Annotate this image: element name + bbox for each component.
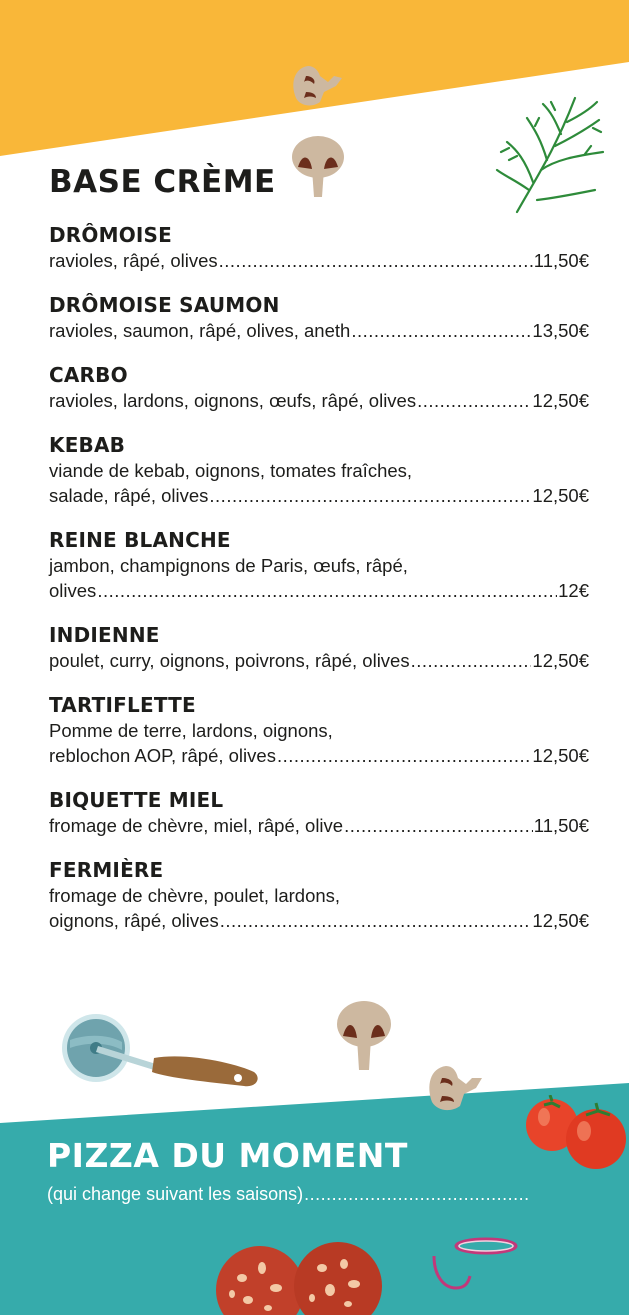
item-ingredients-line1: jambon, champignons de Paris, œufs, râpé, [49, 555, 408, 576]
item-description [49, 648, 589, 673]
item-price: 12,50€ [532, 390, 589, 411]
item-price: 12,50€ [532, 910, 589, 931]
menu-item-biquette-miel [49, 787, 589, 838]
item-name: DRÔMOISE SAUMON [49, 293, 280, 317]
dot-leader [411, 648, 532, 673]
item-ingredients: ravioles, saumon, râpé, olives, aneth [49, 320, 351, 341]
dot-leader [220, 908, 532, 933]
subtitle-text: (qui change suivant les saisons) [47, 1184, 304, 1204]
item-name: INDIENNE [49, 623, 160, 647]
menu-item-dromoise-saumon [49, 292, 589, 343]
section-title-pizza-du-moment: PIZZA DU MOMENT [47, 1136, 408, 1175]
item-price: 12€ [558, 580, 589, 601]
menu-item-reine-blanche [49, 527, 589, 603]
dot-leader [219, 248, 533, 273]
dot-leader [97, 578, 557, 603]
item-ingredients-line1: viande de kebab, oignons, tomates fraîches, [49, 460, 413, 481]
item-ingredients: oignons, râpé, olives [49, 910, 219, 931]
menu-list-base-creme [49, 222, 589, 952]
menu-item-tartiflette [49, 692, 589, 768]
item-ingredients: poulet, curry, oignons, poivrons, râpé, olives [49, 650, 410, 671]
dot-leader [417, 388, 531, 413]
tomato-icon [522, 1095, 629, 1170]
item-ingredients: ravioles, lardons, oignons, œufs, râpé, olives [49, 390, 417, 411]
section-title-base-creme: BASE CRÈME [49, 164, 276, 200]
item-name: DRÔMOISE [49, 223, 173, 247]
mushroom-slice-icon [426, 1062, 486, 1114]
dot-leader [209, 483, 531, 508]
item-price: 12,50€ [532, 650, 589, 671]
pizza-du-moment-subtitle [47, 1184, 532, 1205]
pizza-cutter-icon [58, 1012, 263, 1092]
item-description [49, 813, 589, 838]
dot-leader [277, 743, 531, 768]
item-price: 11,50€ [533, 815, 589, 836]
mushroom-icon [288, 135, 348, 201]
item-ingredients: ravioles, râpé, olives [49, 250, 218, 271]
dill-icon [495, 90, 610, 215]
item-name: BIQUETTE MIEL [49, 788, 224, 812]
item-ingredients: salade, râpé, olives [49, 485, 209, 506]
item-ingredients: fromage de chèvre, miel, râpé, olive [49, 815, 344, 836]
mushroom-slice-icon [290, 62, 346, 110]
item-ingredients-line1: Pomme de terre, lardons, oignons, [49, 720, 333, 741]
item-name: KEBAB [49, 433, 126, 457]
item-price: 12,50€ [532, 745, 589, 766]
item-name: REINE BLANCHE [49, 528, 231, 552]
item-ingredients-line1: fromage de chèvre, poulet, lardons, [49, 885, 341, 906]
dot-leader [351, 318, 531, 343]
item-name: TARTIFLETTE [49, 693, 196, 717]
menu-item-carbo [49, 362, 589, 413]
item-description [49, 578, 589, 603]
item-ingredients: olives [49, 580, 97, 601]
item-ingredients: reblochon AOP, râpé, olives [49, 745, 276, 766]
item-description [49, 908, 589, 933]
mushroom-icon [333, 1000, 395, 1072]
salami-icon [212, 1238, 387, 1315]
menu-item-indienne [49, 622, 589, 673]
item-description [49, 743, 589, 768]
item-name: FERMIÈRE [49, 858, 164, 882]
item-price: 11,50€ [533, 250, 589, 271]
item-description [49, 318, 589, 343]
dot-leader [344, 813, 533, 838]
item-description [49, 248, 589, 273]
onion-ring-icon [430, 1236, 522, 1294]
dot-leader [304, 1184, 531, 1205]
item-price: 13,50€ [532, 320, 589, 341]
item-description [49, 483, 589, 508]
item-description [49, 388, 589, 413]
menu-item-kebab [49, 432, 589, 508]
item-price: 12,50€ [532, 485, 589, 506]
item-name: CARBO [49, 363, 128, 387]
menu-item-fermiere [49, 857, 589, 933]
menu-item-dromoise [49, 222, 589, 273]
